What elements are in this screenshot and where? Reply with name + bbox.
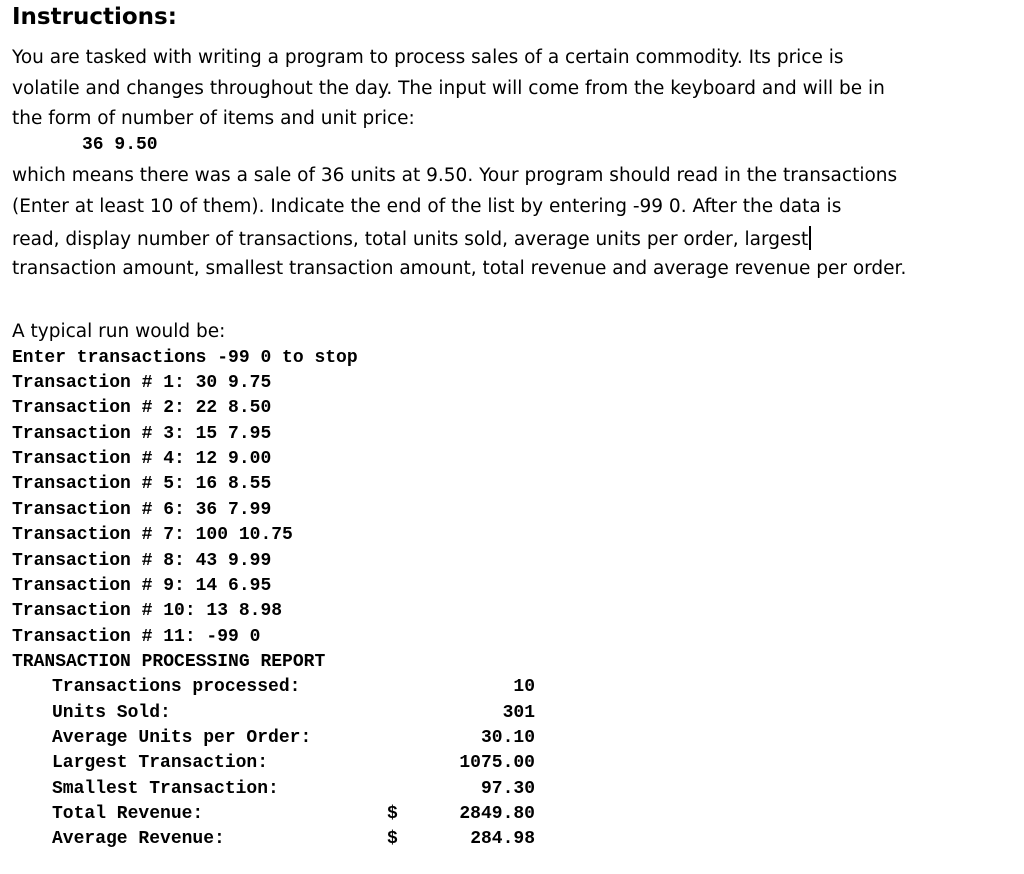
report-value: 97.30	[480, 779, 535, 799]
explanation-line-text: read, display number of transactions, total units sold, average units per order, largest	[12, 229, 809, 250]
explanation-line-with-cursor	[12, 226, 811, 252]
report-label: Total Revenue:	[52, 804, 204, 824]
report-value: 10	[513, 677, 535, 697]
explanation-line: which means there was a sale of 36 units at 9.50. Your program should read in the transactions	[12, 165, 898, 186]
report-label: Largest Transaction:	[52, 753, 269, 773]
report-label: Transactions processed:	[52, 677, 301, 697]
prompt-line: Enter transactions -99 0 to stop	[12, 348, 358, 368]
report-label: Units Sold:	[52, 703, 171, 723]
report-value: 284.98	[470, 829, 535, 849]
transaction-line: Transaction # 8: 43 9.99	[12, 551, 272, 571]
currency-symbol: $	[387, 829, 398, 849]
report-label: Average Revenue:	[52, 829, 225, 849]
report-label: Smallest Transaction:	[52, 779, 279, 799]
instructions-heading: Instructions:	[12, 4, 177, 30]
intro-line: volatile and changes throughout the day. The input will come from the keyboard and will be in	[12, 78, 885, 99]
transaction-line: Transaction # 6: 36 7.99	[12, 500, 272, 520]
currency-symbol: $	[387, 804, 398, 824]
intro-line: the form of number of items and unit price:	[12, 108, 415, 129]
transaction-line: Transaction # 11: -99 0	[12, 627, 261, 647]
intro-line: You are tasked with writing a program to process sales of a certain commodity. Its price is	[12, 47, 844, 68]
transaction-line: Transaction # 3: 15 7.95	[12, 424, 272, 444]
report-value: 30.10	[480, 728, 535, 748]
explanation-line: transaction amount, smallest transaction amount, total revenue and average revenue per order.	[12, 258, 907, 279]
report-value: 301	[502, 703, 535, 723]
report-title: TRANSACTION PROCESSING REPORT	[12, 652, 326, 672]
report-value: 2849.80	[459, 804, 535, 824]
report-label: Average Units per Order:	[52, 728, 312, 748]
transaction-line: Transaction # 7: 100 10.75	[12, 525, 293, 545]
transaction-line: Transaction # 10: 13 8.98	[12, 601, 283, 621]
transaction-line: Transaction # 5: 16 8.55	[12, 474, 272, 494]
transaction-line: Transaction # 1: 30 9.75	[12, 373, 272, 393]
transaction-line: Transaction # 2: 22 8.50	[12, 398, 272, 418]
report-value: 1075.00	[459, 753, 535, 773]
text-cursor	[809, 226, 811, 250]
transaction-line: Transaction # 9: 14 6.95	[12, 576, 272, 596]
transaction-line: Transaction # 4: 12 9.00	[12, 449, 272, 469]
example-input: 36 9.50	[82, 135, 158, 155]
typical-run-label: A typical run would be:	[12, 321, 226, 342]
explanation-line: (Enter at least 10 of them). Indicate the end of the list by entering -99 0. After the data is	[12, 196, 842, 217]
